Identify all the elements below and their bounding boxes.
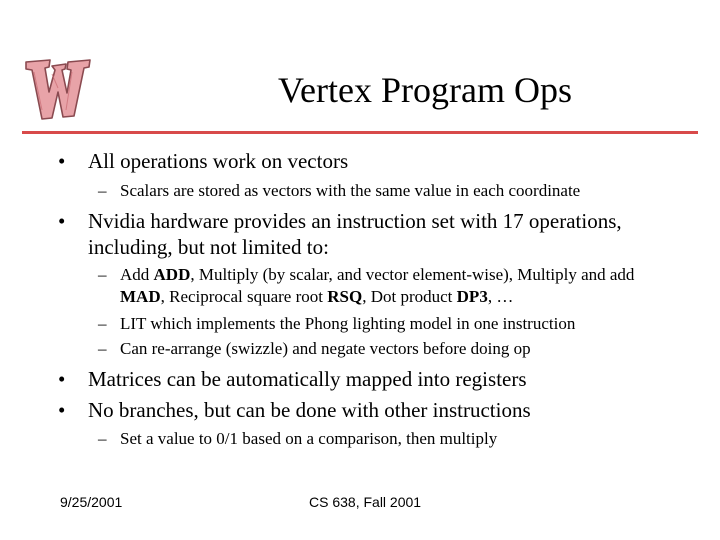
- bullet-marker: •: [58, 367, 66, 391]
- instruction-add: ADD: [153, 265, 191, 284]
- sub-bullet-text: Add ADD, Multiply (by scalar, and vector element-wise), Multiply and add MAD, Reciprocal square root RSQ, Dot product DP3, …: [120, 265, 635, 306]
- w-logo-icon: [22, 54, 94, 122]
- sub-bullet-text: Scalars are stored as vectors with the same value in each coordinate: [120, 181, 581, 200]
- bullet-item: [58, 366, 668, 392]
- bullet-text: No branches, but can be done with other instructions: [88, 398, 531, 422]
- dash-marker: –: [98, 314, 107, 333]
- dash-marker: –: [98, 265, 107, 284]
- dash-marker: –: [98, 339, 107, 358]
- bullet-text: All operations work on vectors: [88, 149, 349, 173]
- sub-bullet-item: [98, 264, 680, 308]
- sub-bullet-item: [98, 338, 680, 360]
- bullet-marker: •: [58, 209, 66, 233]
- slide-title: Vertex Program Ops: [278, 70, 572, 110]
- sub-bullet-item: [98, 180, 680, 202]
- sub-bullet-text: LIT which implements the Phong lighting model in one instruction: [120, 314, 576, 333]
- dash-marker: –: [98, 429, 107, 448]
- footer-date: 9/25/2001: [60, 494, 123, 510]
- bullet-item: [58, 397, 668, 423]
- sub-bullet-text: Can re-arrange (swizzle) and negate vectors before doing op: [120, 339, 531, 358]
- instruction-mad: MAD: [120, 287, 161, 306]
- instruction-dp3: DP3: [456, 287, 488, 306]
- bullet-text: Matrices can be automatically mapped into registers: [88, 367, 527, 391]
- bullet-text: Nvidia hardware provides an instruction set with 17 operations, including, but not limited to:: [88, 209, 622, 259]
- instruction-rsq: RSQ: [327, 287, 363, 306]
- bullet-item: [58, 148, 668, 174]
- sub-bullet-item: [98, 313, 680, 335]
- sub-bullet-item: [98, 428, 680, 450]
- title-divider: [22, 131, 698, 134]
- bullet-marker: •: [58, 398, 66, 422]
- footer-course: CS 638, Fall 2001: [309, 494, 422, 510]
- sub-bullet-text: Set a value to 0/1 based on a comparison, then multiply: [120, 429, 498, 448]
- bullet-item: [58, 208, 668, 260]
- dash-marker: –: [98, 181, 107, 200]
- bullet-marker: •: [58, 149, 66, 173]
